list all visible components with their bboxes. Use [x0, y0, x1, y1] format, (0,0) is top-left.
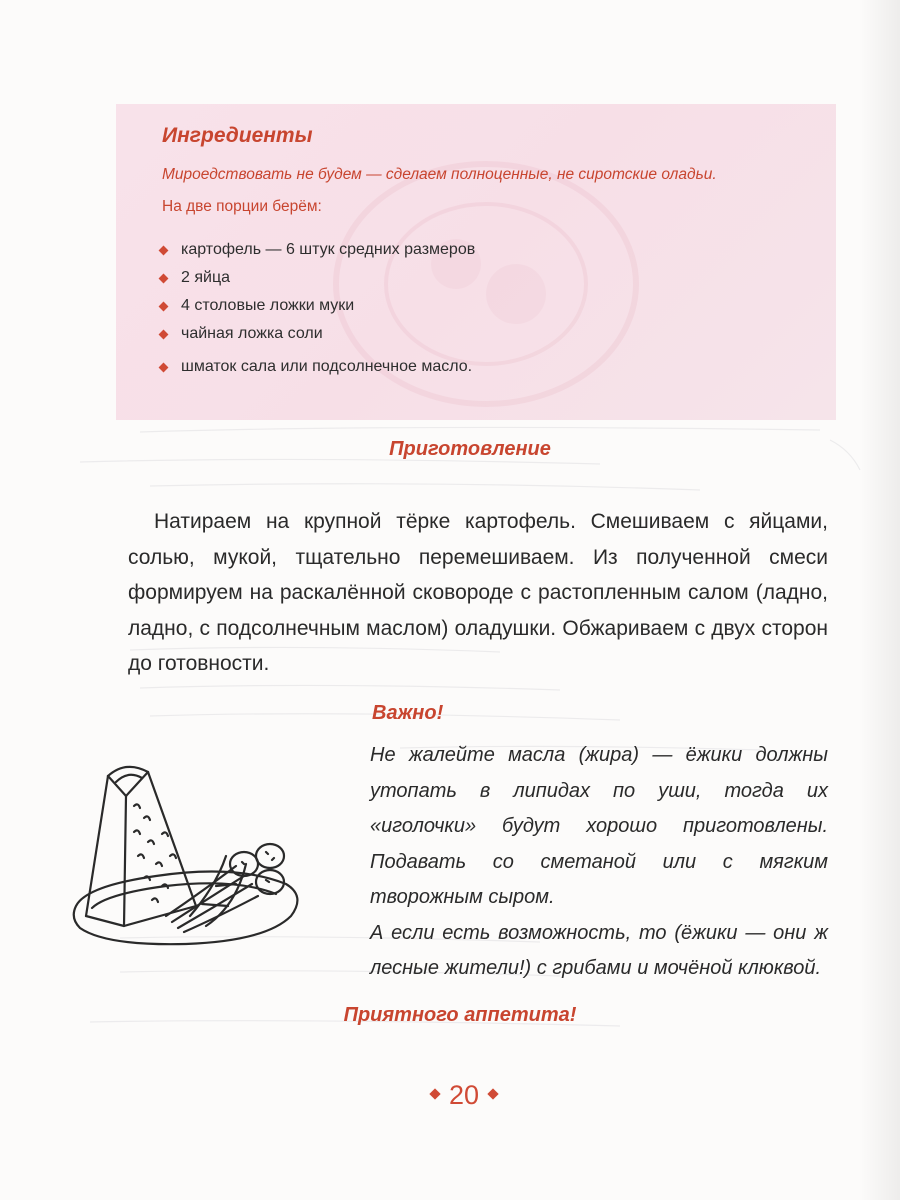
diamond-left-icon	[429, 1088, 440, 1099]
diamond-bullet-icon	[159, 301, 169, 311]
list-item: 4 столовые ложки муки	[158, 292, 475, 320]
important-title: Важно!	[372, 702, 444, 724]
preparation-title: Приготовление	[389, 438, 551, 460]
ingredients-portions: На две порции берём:	[162, 198, 322, 215]
list-item: картофель — 6 штук средних размеров	[158, 236, 475, 264]
list-item: шматок сала или подсолнечное масло.	[158, 353, 475, 381]
ingredients-list	[158, 236, 475, 381]
ingredients-title: Ингредиенты	[162, 124, 313, 147]
page-number: 20	[0, 1080, 900, 1111]
diamond-bullet-icon	[159, 362, 169, 372]
diamond-bullet-icon	[159, 329, 169, 339]
closing-title: Приятного аппетита!	[343, 1004, 577, 1026]
preparation-text: Натираем на крупной тёрке картофель. Смешиваем с яйцами, солью, мукой, тщательно перемешиваем. Из полученной смеси формируем на раскалённой сковороде с растопленным салом (ладно, ладно, с подсолнечным маслом) оладушки. Обжариваем с двух сторон до готовности.	[128, 510, 828, 675]
diamond-bullet-icon	[159, 273, 169, 283]
diamond-bullet-icon	[159, 245, 169, 255]
diamond-right-icon	[487, 1088, 498, 1099]
grater-with-grated-potato-icon	[66, 756, 306, 956]
ingredients-subtitle: Мироедствовать не будем — сделаем полноценные, не сиротские оладьи.	[162, 166, 717, 183]
list-item: 2 яйца	[158, 264, 475, 292]
important-text	[370, 738, 828, 987]
important-paragraph-2: А если есть возможность, то (ёжики — они ж лесные жители!) с грибами и мочёной клюквой.	[370, 921, 828, 979]
important-paragraph-1: Не жалейте масла (жира) — ёжики должны утопать в липидах по уши, тогда их «иголочки» будут хорошо приготовлены. Подавать со сметаной или с мягким творожным сыром.	[370, 744, 828, 908]
list-item: чайная ложка соли	[158, 320, 475, 348]
